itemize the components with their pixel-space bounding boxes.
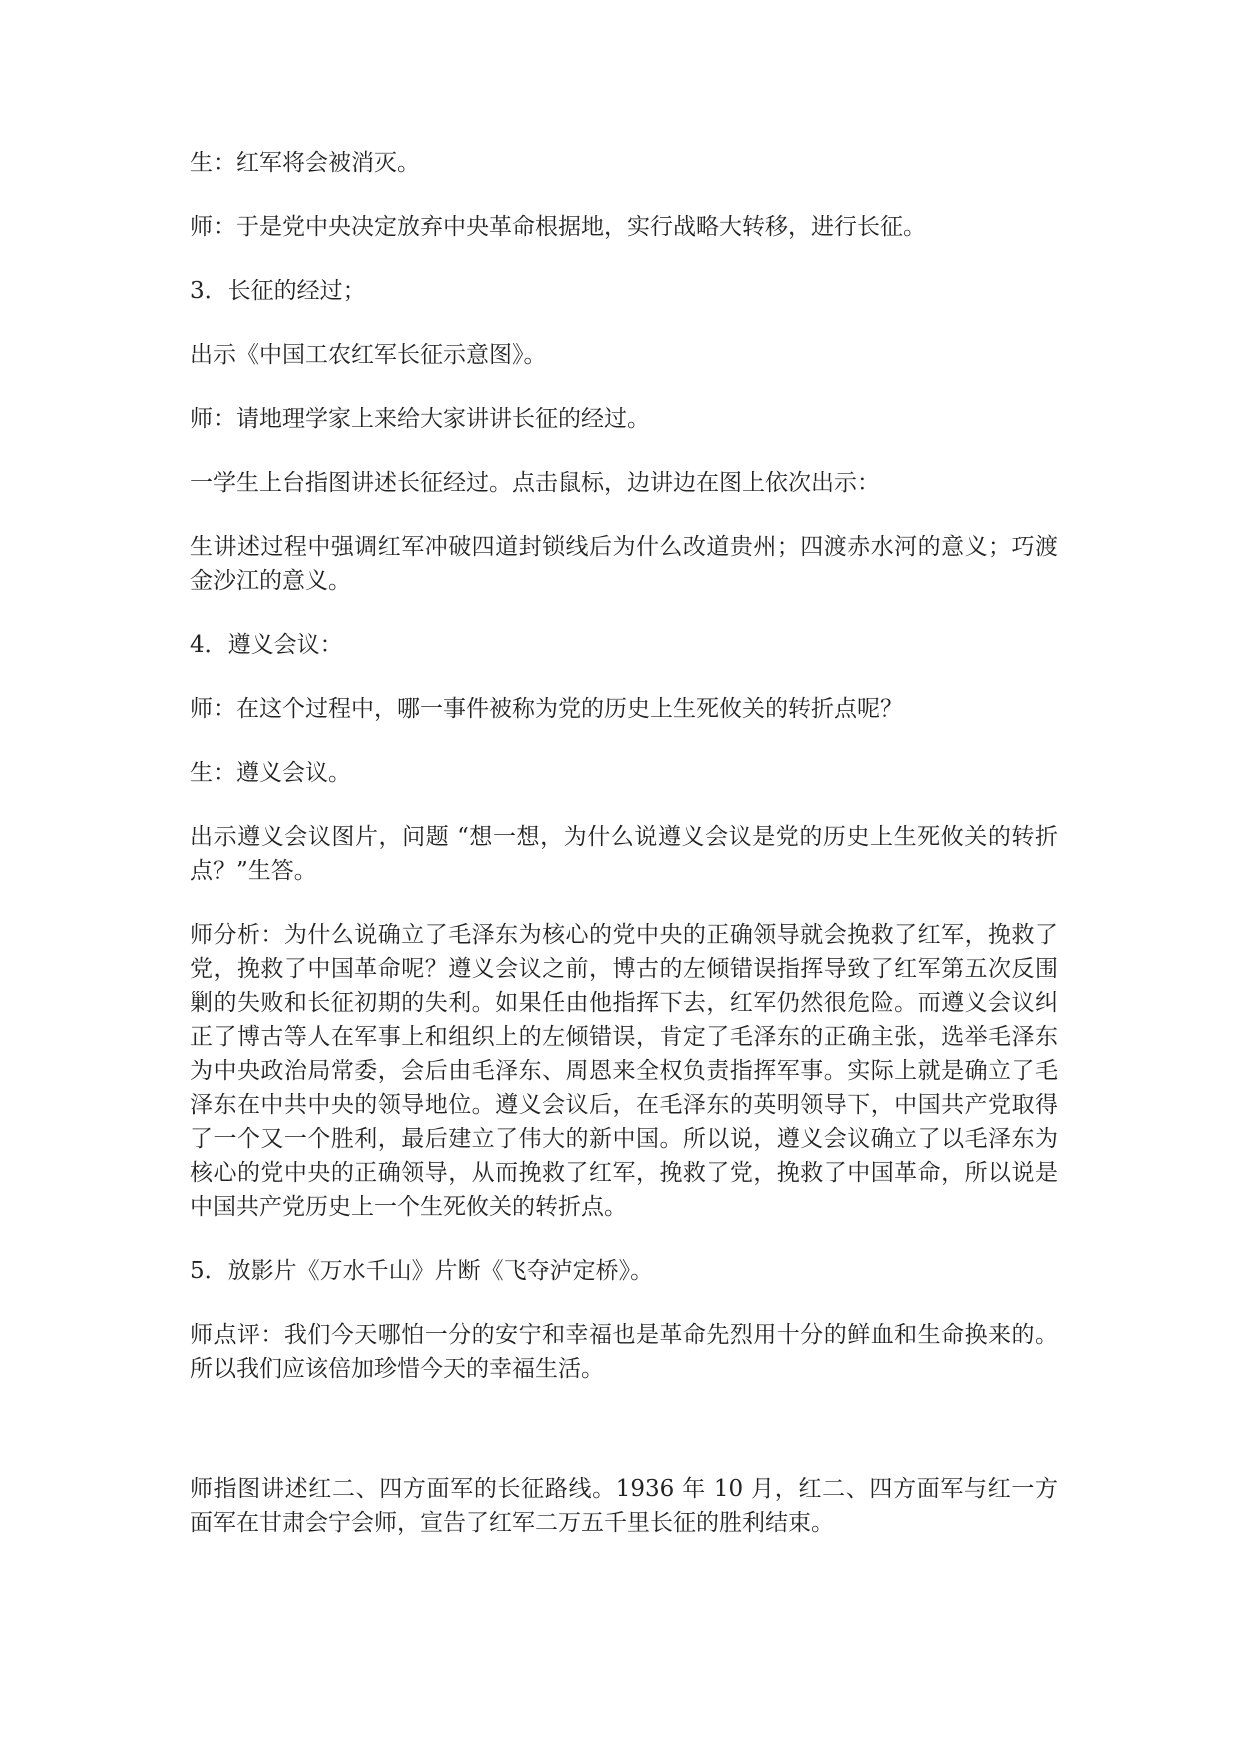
section-heading-film: 5．放影片《万水千山》片断《飞夺泸定桥》。 [190, 1258, 654, 1284]
paragraph-route-summary: 师指图讲述红二、四方面军的长征路线。1936 年 10 月，红二、四方面军与红一方面军在甘肃会宁会师，宣告了红军二万五千里长征的胜利结束。 [190, 1476, 1058, 1536]
paragraph-student-presents: 一学生上台指图讲述长征经过。点击鼠标，边讲边在图上依次出示： [190, 470, 880, 496]
paragraph-student-zunyi: 生：遵义会议。 [190, 760, 351, 786]
document-body [190, 146, 1058, 1570]
paragraph-teacher-decision: 师：于是党中央决定放弃中央革命根据地，实行战略大转移，进行长征。 [190, 214, 926, 240]
paragraph-student-emphasis: 生讲述过程中强调红军冲破四道封锁线后为什么改道贵州；四渡赤水河的意义；巧渡金沙江的意义。 [190, 534, 1058, 594]
paragraph-teacher-invite: 师：请地理学家上来给大家讲讲长征的经过。 [190, 406, 650, 432]
paragraph-teacher-comment: 师点评：我们今天哪怕一分的安宁和幸福也是革命先烈用十分的鲜血和生命换来的。所以我们应该倍加珍惜今天的幸福生活。 [190, 1322, 1058, 1382]
section-heading-zunyi-meeting: 4．遵义会议： [190, 632, 343, 658]
paragraph-show-map: 出示《中国工农红军长征示意图》。 [190, 342, 547, 368]
paragraph-teacher-analysis: 师分析：为什么说确立了毛泽东为核心的党中央的正确领导就会挽救了红军，挽救了党，挽救了中国革命呢？遵义会议之前，博古的左倾错误指挥导致了红军第五次反围剿的失败和长征初期的失利。如果任由他指挥下去，红军仍然很危险。而遵义会议纠正了博古等人在军事上和组织上的左倾错误，肯定了毛泽东的正确主张，选举毛泽东为中央政治局常委，会后由毛泽东、周恩来全权负责指挥军事。实际上就是确立了毛泽东在中共中央的领导地位。遵义会议后，在毛泽东的英明领导下，中国共产党取得了一个又一个胜利，最后建立了伟大的新中国。所以说，遵义会议确立了以毛泽东为核心的党中央的正确领导，从而挽救了红军，挽救了党，挽救了中国革命，所以说是中国共产党历史上一个生死攸关的转折点。 [190, 922, 1058, 1220]
paragraph-teacher-question: 师：在这个过程中，哪一事件被称为党的历史上生死攸关的转折点呢？ [190, 696, 903, 722]
paragraph-show-zunyi-image: 出示遵义会议图片，问题 “想一想，为什么说遵义会议是党的历史上生死攸关的转折点？”生答。 [190, 824, 1058, 884]
section-heading-long-march-process: 3．长征的经过； [190, 278, 366, 304]
paragraph-student-answer: 生：红军将会被消灭。 [190, 150, 420, 176]
